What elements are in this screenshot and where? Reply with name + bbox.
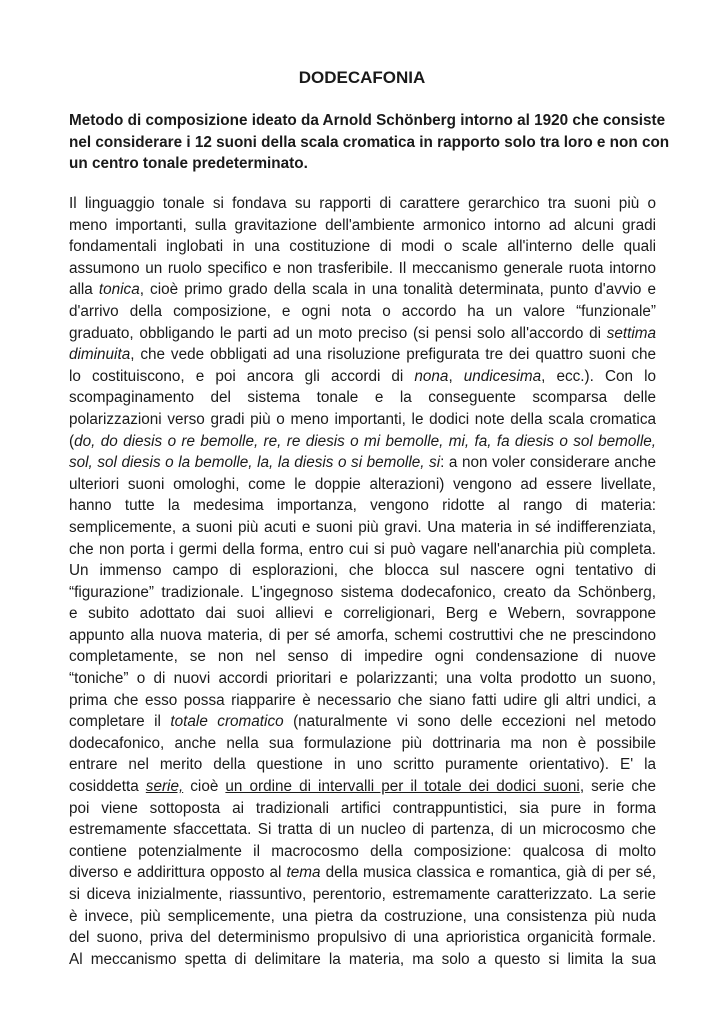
text-run: semplicemente, a suoni più acuti e suoni più gravi. Una materia in sé indifferenziata, xyxy=(69,518,656,536)
text-run: lo costituiscono, e poi ancora gli accordi di xyxy=(69,367,415,385)
text-run: graduato, obbligando le parti ad un moto preciso (si pensi solo all'accordo di xyxy=(69,324,607,342)
body-line xyxy=(69,258,656,280)
body-line xyxy=(69,927,656,949)
body-line xyxy=(69,603,656,625)
body-line xyxy=(69,819,656,841)
body-line xyxy=(69,539,656,561)
text-run: , serie che xyxy=(579,778,657,796)
text-run: “figurazione” tradizionale. L'ingegnoso sistema dodecafonico, creato da Schönberg, xyxy=(69,583,656,601)
body-line xyxy=(69,862,656,884)
text-run: scompaginamento del sistema tonale e la conseguente scomparsa delle xyxy=(69,389,656,407)
body-line xyxy=(69,646,656,668)
body-line xyxy=(69,733,656,755)
text-run: tonica xyxy=(98,281,140,299)
body-paragraph xyxy=(69,193,656,970)
text-run: Al meccanismo spetta di delimitare la materia, ma solo a questo si limita la sua xyxy=(69,950,656,968)
intro-line: nel considerare i 12 suoni della scala cromatica in rapporto solo tra loro e non con xyxy=(69,133,670,151)
body-line xyxy=(69,884,656,906)
text-run: : a non voler considerare anche xyxy=(440,454,656,472)
text-run: contiene potenzialmente il macrocosmo della composizione: qualcosa di molto xyxy=(69,842,656,860)
text-run: estremamente sfaccettata. Si tratta di un nucleo di partenza, di un microcosmo che xyxy=(69,821,656,839)
body-line xyxy=(69,711,656,733)
page-title: DODECAFONIA xyxy=(298,68,426,87)
body-line xyxy=(69,625,656,647)
text-run: si diceva inizialmente, riassuntivo, perentorio, estremamente caratterizzato. La serie xyxy=(69,886,656,903)
text-run: undicesima xyxy=(463,367,542,385)
body-line xyxy=(69,236,656,258)
text-run: ulteriori suoni omologhi, come le doppie alterazioni) vengono ad essere livellate, xyxy=(69,475,656,493)
intro-line: Metodo di composizione ideato da Arnold Schönberg intorno al 1920 che consiste xyxy=(69,112,666,129)
body-line xyxy=(69,409,656,431)
text-run: dodecafonico, anche nella sua formulazione più dottrinaria ma non è possibile xyxy=(69,734,656,752)
body-line xyxy=(69,949,656,971)
intro-paragraph xyxy=(69,110,670,175)
body-line xyxy=(69,668,656,690)
body-line xyxy=(69,344,656,366)
text-run: ( xyxy=(69,432,75,450)
text-run: alla xyxy=(69,281,99,299)
text-run: , cioè primo grado della scala in una tonalità determinata, punto d'avvio e xyxy=(139,281,656,299)
body-line xyxy=(69,754,656,776)
body-line xyxy=(69,215,656,237)
text-run: cosiddetta xyxy=(69,778,146,796)
text-run: fondamentali inglobati in una costituzione di modi o scale all'interno delle quali xyxy=(69,238,656,256)
text-run: completamente, se non nel senso di impedire ogni condensazione di nuove xyxy=(69,648,656,666)
body-line xyxy=(69,517,656,539)
body-line xyxy=(69,474,656,496)
text-run: entrare nel merito della questione in uno scritto puramente orientativo). E' la xyxy=(69,756,656,774)
text-run: assumono un ruolo specifico e non trasferibile. Il meccanismo generale ruota intorno xyxy=(69,259,656,277)
text-run: del suono, priva del determinismo propulsivo di una aprioristica organicità formale. xyxy=(69,929,656,947)
text-run: sol, sol diesis o la bemolle, la, la diesis o si bemolle, si xyxy=(69,454,441,472)
text-run: prima che esso possa riapparire è necessario che siano fatti udire gli altri undici, a xyxy=(69,691,656,709)
intro-line: un centro tonale predeterminato. xyxy=(69,155,308,172)
text-run: tema xyxy=(286,864,321,882)
text-run: è invece, più semplicemente, una pietra da costruzione, una consistenza più nuda xyxy=(69,907,656,925)
body-line xyxy=(69,431,656,453)
text-run: meno importanti, sulla gravitazione dell'ambiente armonico intorno ad alcuni gradi xyxy=(69,216,656,234)
text-run: , xyxy=(448,367,464,385)
text-run: totale cromatico xyxy=(170,713,284,731)
body-line xyxy=(69,560,656,582)
body-line xyxy=(69,366,656,388)
body-line xyxy=(69,841,656,863)
body-line xyxy=(69,323,656,345)
body-line xyxy=(69,279,656,301)
text-run: della musica classica e romantica, già di per sé, xyxy=(320,864,656,882)
body-line xyxy=(69,776,656,798)
text-run: , che vede obbligati ad una risoluzione prefigurata tre dei quattro suoni che xyxy=(130,346,656,364)
text-run: Un immenso campo di esplorazioni, che blocca sul nascere ogni tentativo di xyxy=(69,562,656,580)
text-run: cioè xyxy=(183,778,226,796)
text-run: diverso e addirittura opposto al xyxy=(69,864,287,882)
text-run: , ecc.). Con lo xyxy=(541,367,656,385)
text-run: poi viene sottoposta ai tradizionali artifici contrappuntistici, sia pure in forma xyxy=(69,799,656,817)
text-run: serie, xyxy=(145,778,184,796)
text-run: e subito adottato dai suoi allievi e correligionari, Berg e Webern, sovrappone xyxy=(69,605,656,623)
text-run: appunto alla nuova materia, di per sé amorfa, schemi costruttivi che ne prescindono xyxy=(69,626,656,644)
body-line xyxy=(69,690,656,712)
text-run: un ordine di intervalli per il totale dei dodici suoni xyxy=(225,778,580,796)
text-run: do, do diesis o re bemolle, re, re diesis o mi bemolle, mi, fa, fa diesis o sol bemolle, xyxy=(74,432,656,450)
text-run: diminuita xyxy=(69,346,131,364)
text-run: (naturalmente vi sono delle eccezioni nel metodo xyxy=(283,713,657,731)
text-run: d'arrivo della composizione, e ogni nota o accordo ha un valore “funzionale” xyxy=(69,302,656,320)
text-run: settima xyxy=(606,324,656,342)
text-run: “toniche” o di nuovi accordi prioritari e polarizzanti; una volta prodotto un suono, xyxy=(69,670,656,688)
body-line xyxy=(69,798,656,820)
text-run: nona xyxy=(414,367,449,385)
body-line xyxy=(69,193,656,215)
body-line xyxy=(69,301,656,323)
text-run: polarizzazioni verso gradi più o meno importanti, le dodici note della scala cromatica xyxy=(69,410,656,428)
text-run: Il linguaggio tonale si fondava su rapporti di carattere gerarchico tra suoni più o xyxy=(69,195,656,212)
text-run: hanno tutte la medesima importanza, vengono ridotte al rango di materia: xyxy=(69,497,656,515)
body-line xyxy=(69,387,656,409)
body-line xyxy=(69,906,656,928)
text-run: che non porta i germi della forma, entro cui si può vagare nell'anarchia più completa. xyxy=(69,540,656,558)
body-line xyxy=(69,495,656,517)
text-run: completare il xyxy=(69,713,171,731)
body-line xyxy=(69,582,656,604)
body-line xyxy=(69,452,656,474)
